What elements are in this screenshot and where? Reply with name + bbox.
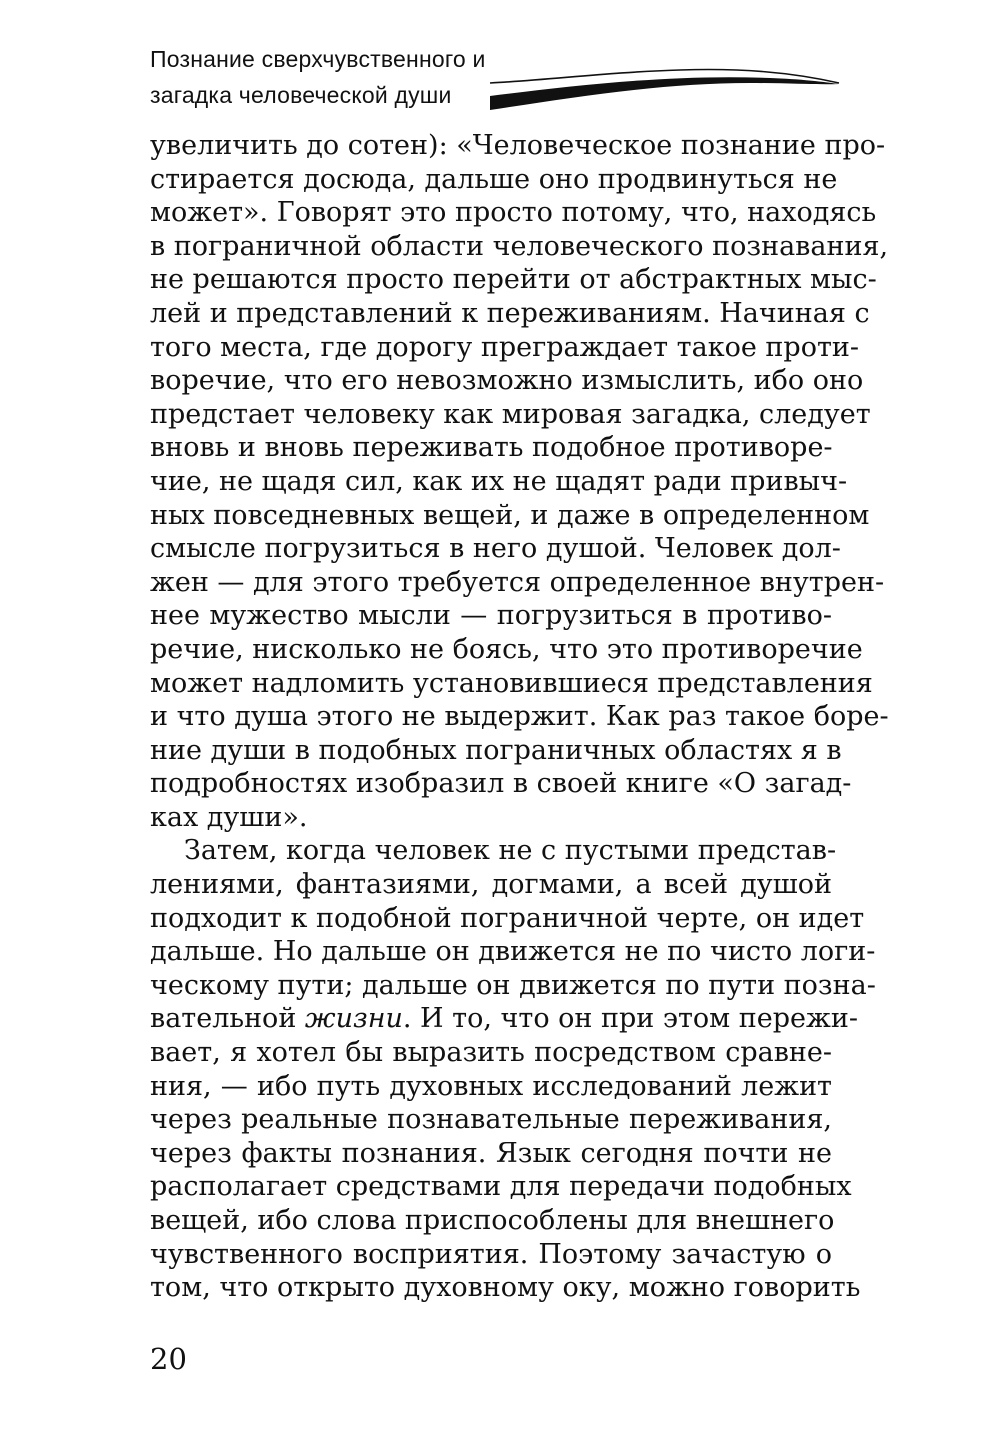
text-line: вновь и вновь переживать подобное противоре- bbox=[150, 432, 833, 464]
text-line: лей и представлений к переживаниям. Начиная с bbox=[150, 297, 870, 329]
text-line: предстает человеку как мировая загадка, следует bbox=[150, 398, 871, 430]
text-line: и что душа этого не выдержит. Как раз такое боре- bbox=[150, 701, 889, 733]
text-line: ках души». bbox=[150, 801, 308, 833]
text-run: . И то, что он при этом пережи- bbox=[402, 1003, 858, 1035]
text-line: смысле погрузиться в него душой. Человек дол- bbox=[150, 533, 841, 565]
text-line: в пограничной области человеческого познавания, bbox=[150, 230, 889, 262]
text-line: нее мужество мысли — погрузиться в противо- bbox=[150, 600, 832, 632]
paragraph-1 bbox=[150, 129, 889, 834]
text-line: лениями, фантазиями, догмами, а всей душой bbox=[150, 869, 832, 901]
text-line: чие, не щадя сил, как их не щадят ради привыч- bbox=[150, 465, 848, 497]
text-line: через факты познания. Язык сегодня почти не bbox=[150, 1137, 832, 1169]
text-line: вещей, ибо слова приспособлены для внешнего bbox=[150, 1205, 835, 1236]
text-line: вает, я хотел бы выразить посредством сравне- bbox=[150, 1037, 832, 1069]
running-header-line-2: загадка человеческой души bbox=[150, 82, 452, 108]
text-line: том, что открыто духовному оку, можно говорить bbox=[150, 1272, 861, 1304]
running-header bbox=[150, 44, 840, 114]
text-line: чувственного восприятия. Поэтому зачастую о bbox=[150, 1238, 832, 1270]
text-line: не решаются просто перейти от абстрактных мыс- bbox=[150, 264, 877, 296]
text-line: того места, где дорогу преграждает такое проти- bbox=[150, 331, 860, 363]
text-line: ния, — ибо путь духовных исследований лежит bbox=[150, 1070, 832, 1102]
running-header-line-1: Познание сверхчувственного и bbox=[150, 46, 486, 72]
text-line: ных повседневных вещей, и даже в определенном bbox=[150, 499, 870, 531]
text-line: дальше. Но дальше он движется не по чисто логи- bbox=[150, 936, 876, 968]
text-line: речие, нисколько не боясь, что это противоречие bbox=[150, 633, 863, 665]
text-line: подробностях изобразил в своей книге «О загад- bbox=[150, 768, 852, 800]
paragraph-2 bbox=[150, 834, 876, 1304]
body-text bbox=[150, 129, 889, 1305]
italic-word: жизни bbox=[304, 1003, 403, 1035]
text-line: может надломить установившиеся представления bbox=[150, 667, 873, 699]
text-run: вательной bbox=[150, 1003, 305, 1035]
text-line: жен — для этого требуется определенное внутрен- bbox=[150, 566, 885, 598]
text-line: ние души в подобных пограничных областях я в bbox=[150, 734, 842, 766]
text-line: ческому пути; дальше он движется по пути позна- bbox=[150, 969, 876, 1001]
text-line: увеличить до сотен): «Человеческое познание про- bbox=[150, 130, 886, 161]
text-line: может». Говорят это просто потому, что, находясь bbox=[150, 197, 877, 229]
text-line: через реальные познавательные переживания, bbox=[150, 1104, 832, 1136]
text-line: воречие, что его невозможно измыслить, ибо оно bbox=[150, 365, 864, 397]
text-line: стирается досюда, дальше оно продвинуться не bbox=[150, 163, 838, 195]
page-number: 20 bbox=[150, 1342, 187, 1376]
text-line-with-italic bbox=[150, 1002, 858, 1036]
header-swash-ornament bbox=[490, 52, 840, 114]
text-line: располагает средствами для передачи подобных bbox=[150, 1171, 852, 1203]
text-line: Затем, когда человек не с пустыми представ- bbox=[184, 835, 837, 867]
text-line: подходит к подобной пограничной черте, он идет bbox=[150, 902, 865, 934]
